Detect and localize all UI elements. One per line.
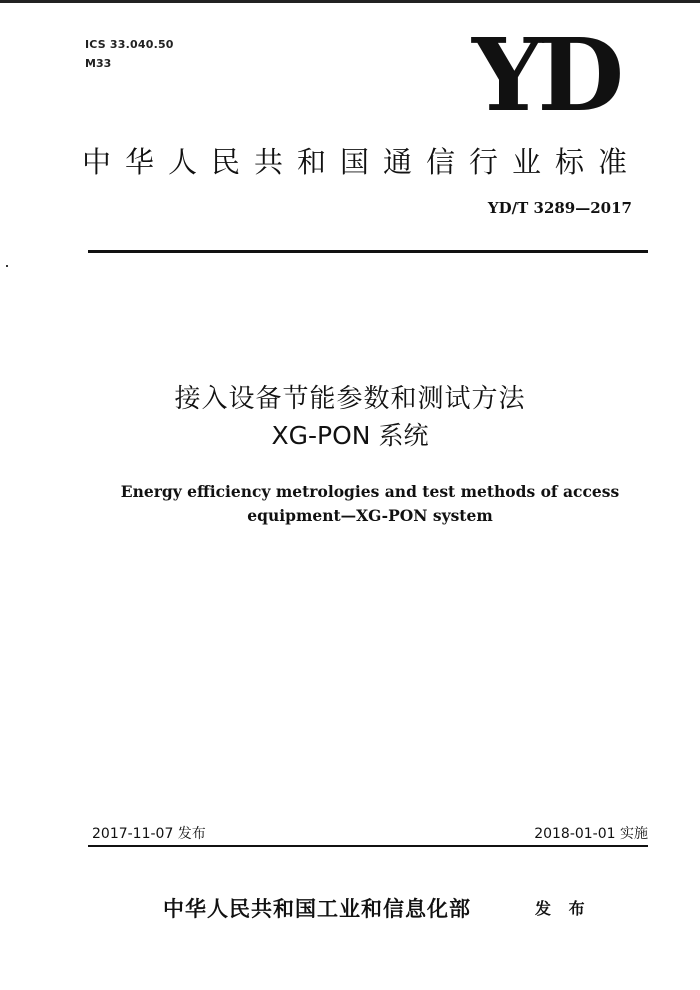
standard-number: YD/T 3289—2017 bbox=[487, 199, 632, 217]
scan-edge-line bbox=[0, 0, 700, 3]
standard-type-heading: 中华人民共和国通信行业标准 bbox=[82, 145, 642, 179]
publish-label: 发 布 bbox=[535, 899, 591, 918]
issuing-authority: 中华人民共和国工业和信息化部 bbox=[163, 896, 471, 921]
issue-date: 2017-11-07 发布 bbox=[92, 826, 206, 842]
title-english bbox=[0, 480, 700, 528]
title-english-line2: equipment—XG-PON system bbox=[247, 506, 493, 525]
yd-logo: YD bbox=[471, 16, 619, 134]
ics-code: ICS 33.040.50 bbox=[85, 38, 174, 51]
scan-speck bbox=[6, 265, 8, 267]
ccs-code: M33 bbox=[85, 57, 112, 70]
implementation-date: 2018-01-01 实施 bbox=[534, 826, 648, 842]
title-chinese-line2: XG-PON 系统 bbox=[271, 421, 429, 450]
title-chinese-line1: 接入设备节能参数和测试方法 bbox=[174, 384, 526, 414]
header-rule bbox=[88, 250, 648, 253]
title-english-line1: Energy efficiency metrologies and test methods of access bbox=[120, 482, 620, 501]
footer-rule bbox=[88, 845, 648, 847]
